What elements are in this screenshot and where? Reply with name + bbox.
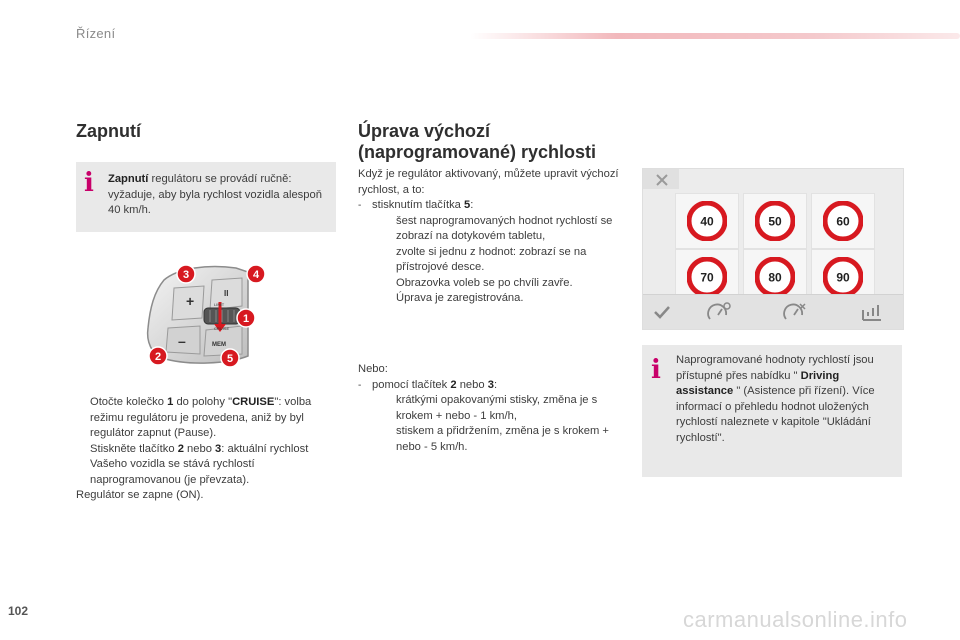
header-accent-bar	[470, 33, 960, 39]
item-button-5: - stisknutím tlačítka 5:	[358, 199, 474, 211]
panel-bottom-icon-bar	[643, 294, 903, 329]
watermark: carmanualsonline.info	[683, 607, 908, 632]
svg-text:1: 1	[242, 313, 250, 325]
cruise-control-diagram	[138, 258, 268, 370]
info-box-left-text: Zapnutí regulátoru se provádí ručně: vyžaduje, aby byla rychlost vozidla alespoň 40 km/h.	[108, 173, 322, 216]
svg-text:80: 80	[768, 270, 782, 285]
svg-text:MEM: MEM	[212, 342, 226, 348]
svg-text:3: 3	[182, 269, 190, 281]
left-footer-text: Regulátor se zapne (ON).	[76, 489, 204, 501]
speedometer-settings-icon[interactable]	[707, 301, 731, 323]
middle-text-bottom: Nebo: - pomocí tlačítek 2 nebo 3: krátkými opakovanými stisky, změna je s krokem + nebo - 1 km/h, stiskem a přidržením, změna je s krokem + nebo - 5 km/h.	[358, 362, 626, 455]
step-2: Stiskněte tlačítko 2 nebo 3: aktuální rychlost Vašeho vozidla se stává rychlostí naprogramovanou (je převzata).	[90, 442, 309, 486]
step-1: Otočte kolečko 1 do polohy "CRUISE": volba režimu regulátoru je provedena, aniž by byl regulátor zapnut (Pause).	[90, 396, 312, 439]
info-icon: i	[651, 355, 661, 385]
svg-text:5: 5	[226, 353, 234, 365]
callout-5	[221, 349, 239, 367]
speed-selection-panel	[642, 168, 904, 330]
svg-text:70: 70	[700, 270, 714, 285]
middle-heading: Úprava výchozí (naprogramované) rychlosti	[358, 121, 597, 162]
speed-option-40[interactable]	[675, 193, 739, 249]
svg-text:4: 4	[252, 269, 260, 281]
close-icon[interactable]	[655, 173, 669, 187]
svg-text:II: II	[224, 289, 229, 298]
item-buttons-2-3: - pomocí tlačítek 2 nebo 3:	[358, 378, 498, 391]
svg-text:90: 90	[836, 270, 850, 285]
svg-text:50: 50	[768, 214, 782, 229]
info-box-right	[642, 345, 902, 477]
panel-top-strip	[643, 169, 679, 189]
svg-text:–: –	[178, 333, 186, 349]
speed-option-50[interactable]	[743, 193, 807, 249]
callout-4	[247, 265, 265, 283]
svg-text:+: +	[186, 293, 195, 309]
middle-text-top: Když je regulátor aktivovaný, můžete upravit výchozí rychlost, a to: - stisknutím tlačítka 5: šest naprogramovaných hodnot rychlostí se zobrazí na dotykovém tabletu, zvolte si jednu z hodnot: zobrazí se na přístrojové desce. Obrazovka voleb se po chvíli zavře. Úprava je zaregistrována.	[358, 167, 626, 307]
callout-3	[177, 265, 195, 283]
callout-1	[237, 309, 255, 327]
callout-2	[149, 347, 167, 365]
speedometer-cross-icon[interactable]	[783, 301, 807, 323]
level-icon[interactable]	[861, 302, 883, 322]
speed-option-60[interactable]	[811, 193, 875, 249]
check-icon[interactable]	[653, 305, 671, 319]
info-box-left	[76, 162, 336, 232]
svg-text:40: 40	[700, 214, 714, 229]
section-title: Řízení	[76, 26, 116, 41]
left-steps	[76, 395, 338, 504]
info-icon: i	[84, 168, 94, 198]
svg-text:CRUISE: CRUISE	[214, 326, 230, 331]
svg-text:LIMIT: LIMIT	[214, 302, 225, 307]
left-heading: Zapnutí	[76, 121, 141, 141]
svg-text:60: 60	[836, 214, 850, 229]
svg-text:2: 2	[154, 351, 162, 363]
info-box-right-text: Naprogramované hodnoty rychlostí jsou přístupné přes nabídku " Driving assistance " (Asistence při řízení). Více informací o přehledu hodnot uložených rychlostí naleznete v kapitole "Ukládání rychlostí".	[676, 354, 875, 444]
page-number: 102	[8, 604, 29, 618]
